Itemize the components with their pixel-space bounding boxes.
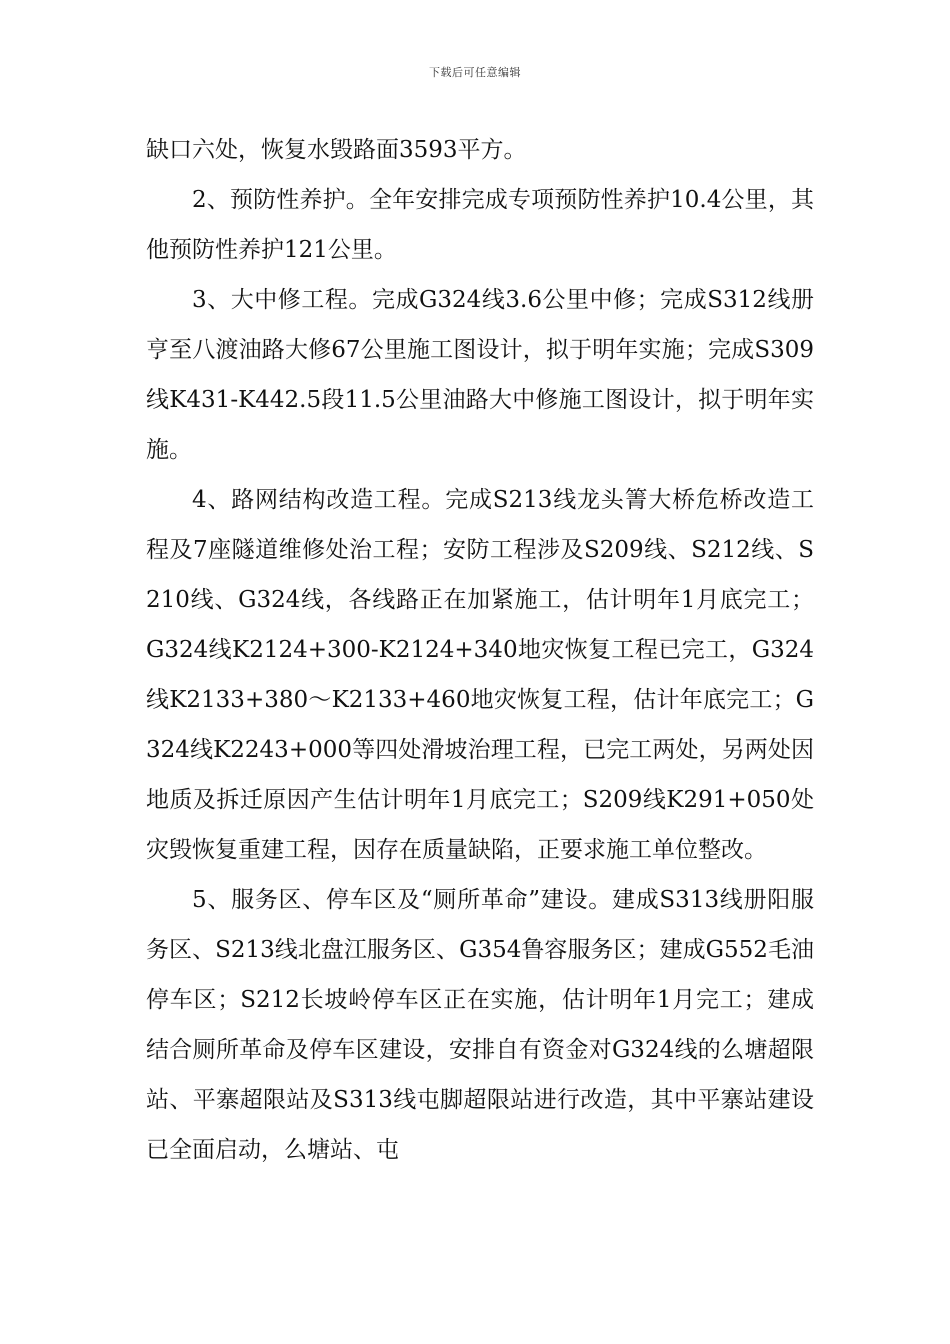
paragraph-major-repair: 3、大中修工程。完成G324线3.6公里中修；完成S312线册亨至八渡油路大修67公里施工图设计，拟于明年实施；完成S309线K431-K442.5段11.5公里油路大中修施工图设计，拟于明年实施。 bbox=[146, 287, 814, 463]
paragraph-network-renovation: 4、路网结构改造工程。完成S213线龙头箐大桥危桥改造工程及7座隧道维修处治工程；安防工程涉及S209线、S212线、S210线、G324线，各线路正在加紧施工，估计明年1月底完工；G324线K2124+300-K2124+340地灾恢复工程已完工，G324线K2133+380～K2133+460地灾恢复工程，估计年底完工；G324线K2243+000等四处滑坡治理工程，已完工两处，另两处因地质及拆迁原因产生估计明年1月底完工；S209线K291+050处灾毁恢复重建工程，因存在质量缺陷，正要求施工单位整改。 bbox=[146, 487, 814, 863]
page-header-note: 下载后可任意编辑 bbox=[429, 66, 521, 79]
paragraph-service-areas: 5、服务区、停车区及“厕所革命”建设。建成S313线册阳服务区、S213线北盘江服务区、G354鲁容服务区；建成G552毛油停车区；S212长坡岭停车区正在实施，估计明年1月完工；建成结合厕所革命及停车区建设，安排自有资金对G324线的么塘超限站、平寨超限站及S313线屯脚超限站进行改造，其中平寨站建设已全面启动，么塘站、屯 bbox=[146, 887, 814, 1163]
paragraph-continuation: 缺口六处，恢复水毁路面3593平方。 bbox=[146, 137, 527, 163]
document-body bbox=[146, 125, 814, 1175]
paragraph-preventive-maintenance: 2、预防性养护。全年安排完成专项预防性养护10.4公里，其他预防性养护121公里。 bbox=[146, 187, 814, 263]
